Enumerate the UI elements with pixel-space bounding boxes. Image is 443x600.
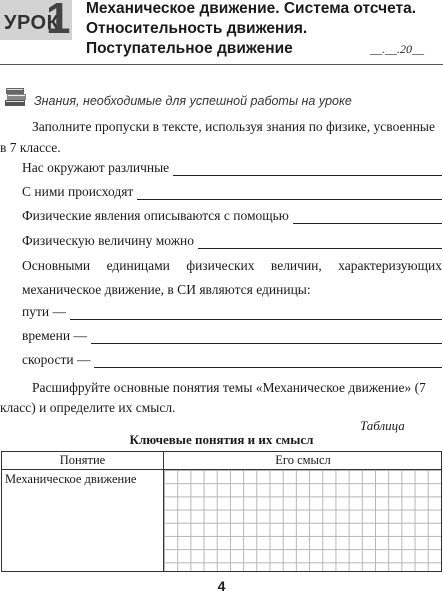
section-heading: Знания, необходимые для успешной работы на уроке bbox=[34, 94, 352, 108]
fill-blank[interactable] bbox=[91, 329, 442, 344]
date-field[interactable]: __.__.20__ bbox=[370, 42, 424, 56]
fill-blank[interactable] bbox=[198, 234, 442, 249]
lesson-number: 1 bbox=[46, 0, 71, 43]
answer-grid[interactable] bbox=[164, 470, 441, 571]
fill-label: Нас окружают различные bbox=[22, 160, 170, 175]
table-caption: Таблица bbox=[360, 418, 405, 433]
lesson-title-line-1: Механическое движение. Система отсчета. bbox=[86, 0, 417, 17]
unit-label: скорости — bbox=[22, 352, 91, 367]
fill-label: Физические явления описываются с помощью bbox=[22, 208, 289, 223]
column-header-concept: Понятие bbox=[59, 453, 106, 467]
fill-in-row bbox=[22, 180, 442, 200]
fill-blank[interactable] bbox=[293, 209, 442, 224]
books-icon bbox=[4, 86, 28, 108]
units-paragraph: Основными единицами физических величин, характеризующих механическое движение, в СИ являются единицы: bbox=[22, 258, 442, 297]
task-instruction: Расшифруйте основные понятия темы «Механическое движение» (7 класс) и определите их смысл. bbox=[0, 380, 426, 415]
lesson-title-line-3: Поступательное движение bbox=[86, 40, 293, 57]
fill-in-row bbox=[22, 156, 442, 176]
unit-row bbox=[22, 324, 442, 344]
fill-label: С ними происходят bbox=[22, 184, 134, 199]
unit-label: пути — bbox=[22, 304, 66, 319]
fill-blank[interactable] bbox=[137, 185, 442, 200]
fill-in-row bbox=[22, 204, 442, 224]
instruction-text: Заполните пропуски в тексте, используя знания по физике, усвоенные в 7 классе. bbox=[0, 119, 435, 155]
table-title: Ключевые понятия и их смысл bbox=[129, 432, 314, 447]
unit-label: времени — bbox=[22, 328, 87, 343]
unit-row bbox=[22, 300, 442, 320]
unit-row bbox=[22, 348, 442, 368]
page-number: 4 bbox=[217, 578, 226, 594]
lesson-label: УРОК bbox=[4, 12, 60, 34]
fill-blank[interactable] bbox=[70, 305, 442, 320]
concepts-table bbox=[1, 451, 442, 572]
fill-label: Физическую величину можно bbox=[22, 233, 195, 248]
column-header-meaning: Его смысл bbox=[275, 453, 331, 467]
table-cell-concept: Механическое движение bbox=[5, 472, 137, 486]
fill-in-row bbox=[22, 229, 442, 249]
lesson-title-line-2: Относительность движения. bbox=[86, 20, 308, 37]
header-divider bbox=[0, 64, 443, 65]
fill-blank[interactable] bbox=[173, 161, 442, 176]
fill-blank[interactable] bbox=[94, 353, 442, 368]
